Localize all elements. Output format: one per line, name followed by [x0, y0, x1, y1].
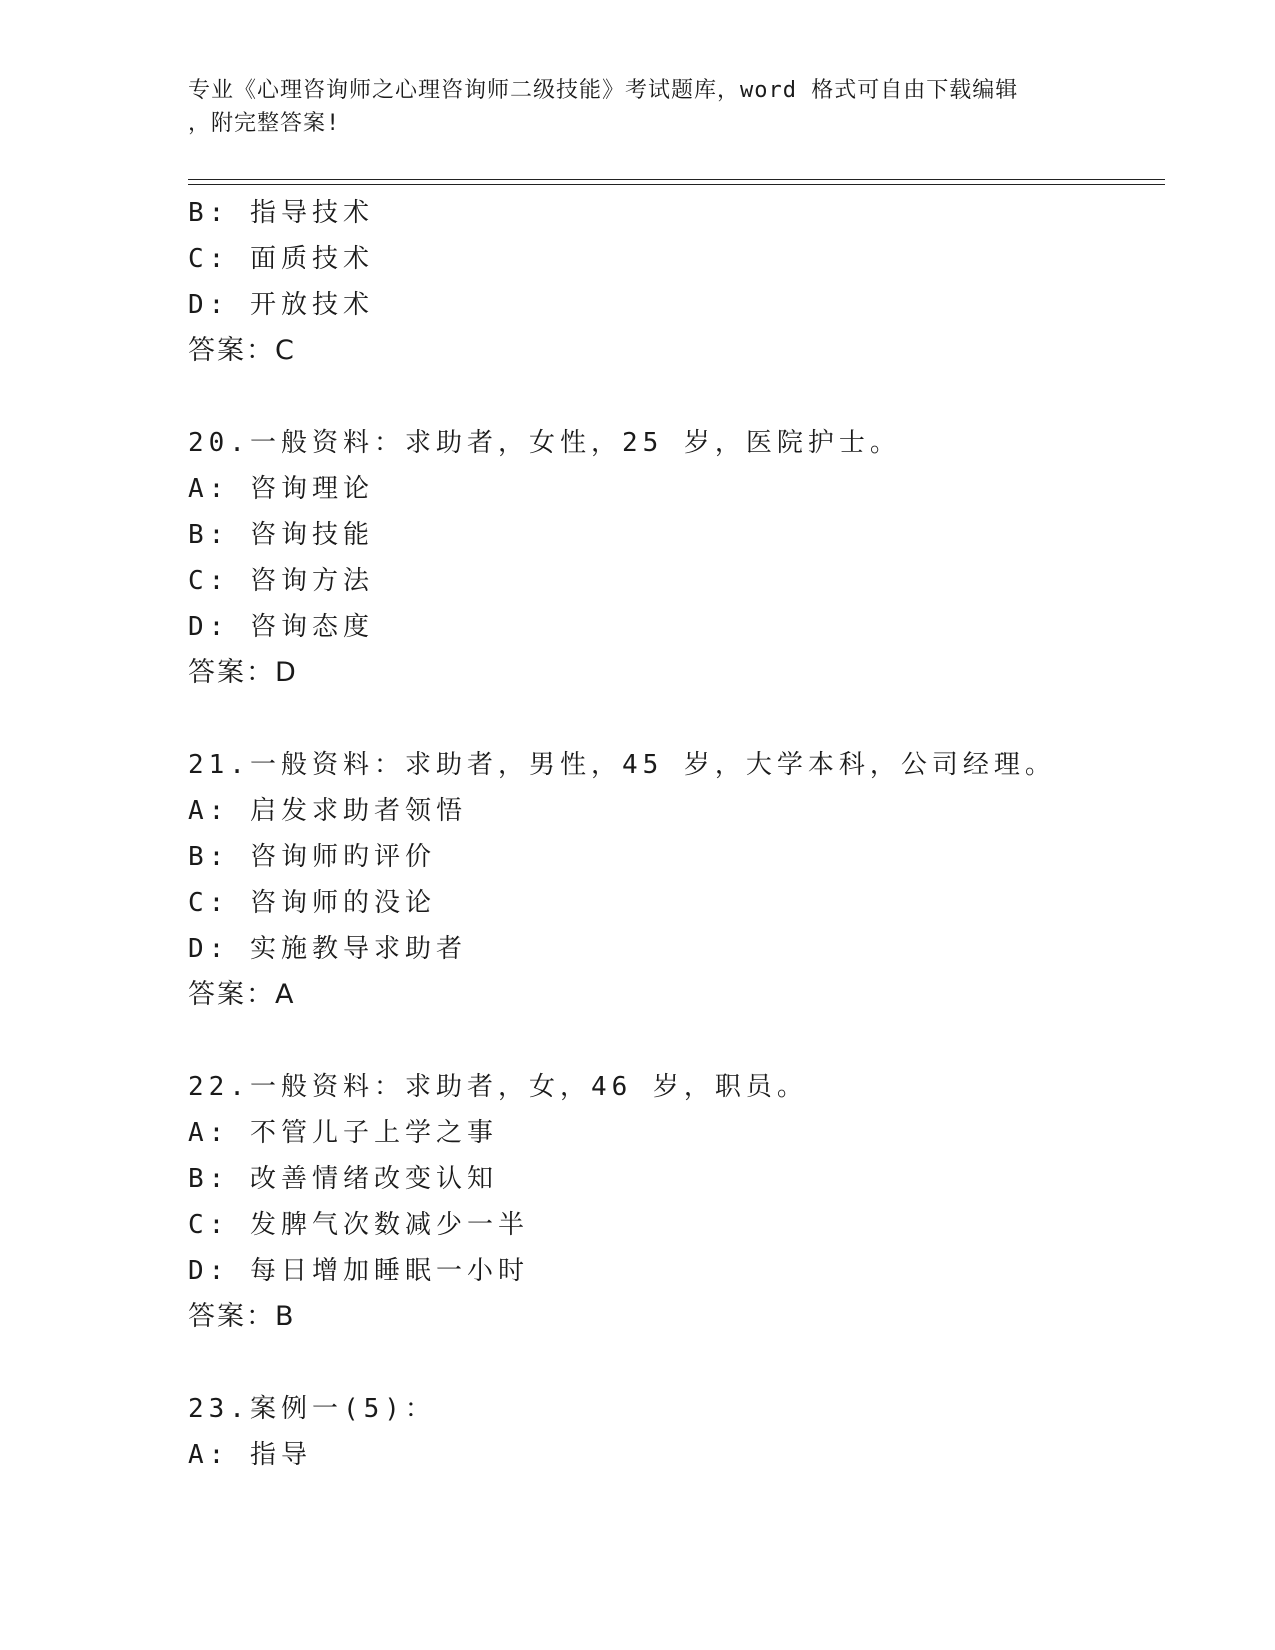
question-20 [188, 420, 1168, 696]
answer-line: 答案：C [188, 335, 296, 366]
option-d: D: 实施教导求助者 [188, 934, 467, 964]
question-23 [188, 1386, 1168, 1478]
option-a: A: 不管儿子上学之事 [188, 1118, 498, 1148]
question-stem: 23.案例一(5)： [188, 1394, 436, 1424]
question-stem: 22.一般资料：求助者，女，46 岁，职员。 [188, 1072, 808, 1102]
option-a: A: 咨询理论 [188, 474, 374, 504]
option-d: D: 每日增加睡眠一小时 [188, 1256, 529, 1286]
question-21 [188, 742, 1168, 1018]
option-b: B: 咨询技能 [188, 520, 374, 550]
option-c: C: 咨询方法 [188, 566, 374, 596]
question-list [188, 190, 1168, 1478]
answer-line: 答案：D [188, 657, 298, 688]
option-d: D: 咨询态度 [188, 612, 374, 642]
option-a: A: 指导 [188, 1440, 312, 1470]
question-stem: 21.一般资料：求助者，男性，45 岁，大学本科，公司经理。 [188, 750, 1056, 780]
option-c: C: 发脾气次数减少一半 [188, 1210, 529, 1240]
option-d: D: 开放技术 [188, 290, 374, 320]
question-stem: 20.一般资料：求助者，女性，25 岁，医院护士。 [188, 428, 901, 458]
option-a: A: 启发求助者领悟 [188, 796, 467, 826]
answer-line: 答案：B [188, 1301, 296, 1332]
answer-line: 答案：A [188, 979, 296, 1010]
option-c: C: 面质技术 [188, 244, 374, 274]
header-title-line: 专业《心理咨询师之心理咨询师二级技能》考试题库，word 格式可自由下载编辑 [188, 78, 1019, 103]
option-b: B: 改善情绪改变认知 [188, 1164, 498, 1194]
header-divider-top [188, 179, 1165, 180]
header-title-continuation: ，附完整答案! [188, 111, 341, 136]
option-b: B: 指导技术 [188, 198, 374, 228]
option-c: C: 咨询师的没论 [188, 888, 436, 918]
header-divider-bottom [188, 184, 1165, 185]
question-19-continuation [188, 190, 1168, 374]
document-header [188, 74, 1088, 140]
option-b: B: 咨询师旳评价 [188, 842, 436, 872]
question-22 [188, 1064, 1168, 1340]
